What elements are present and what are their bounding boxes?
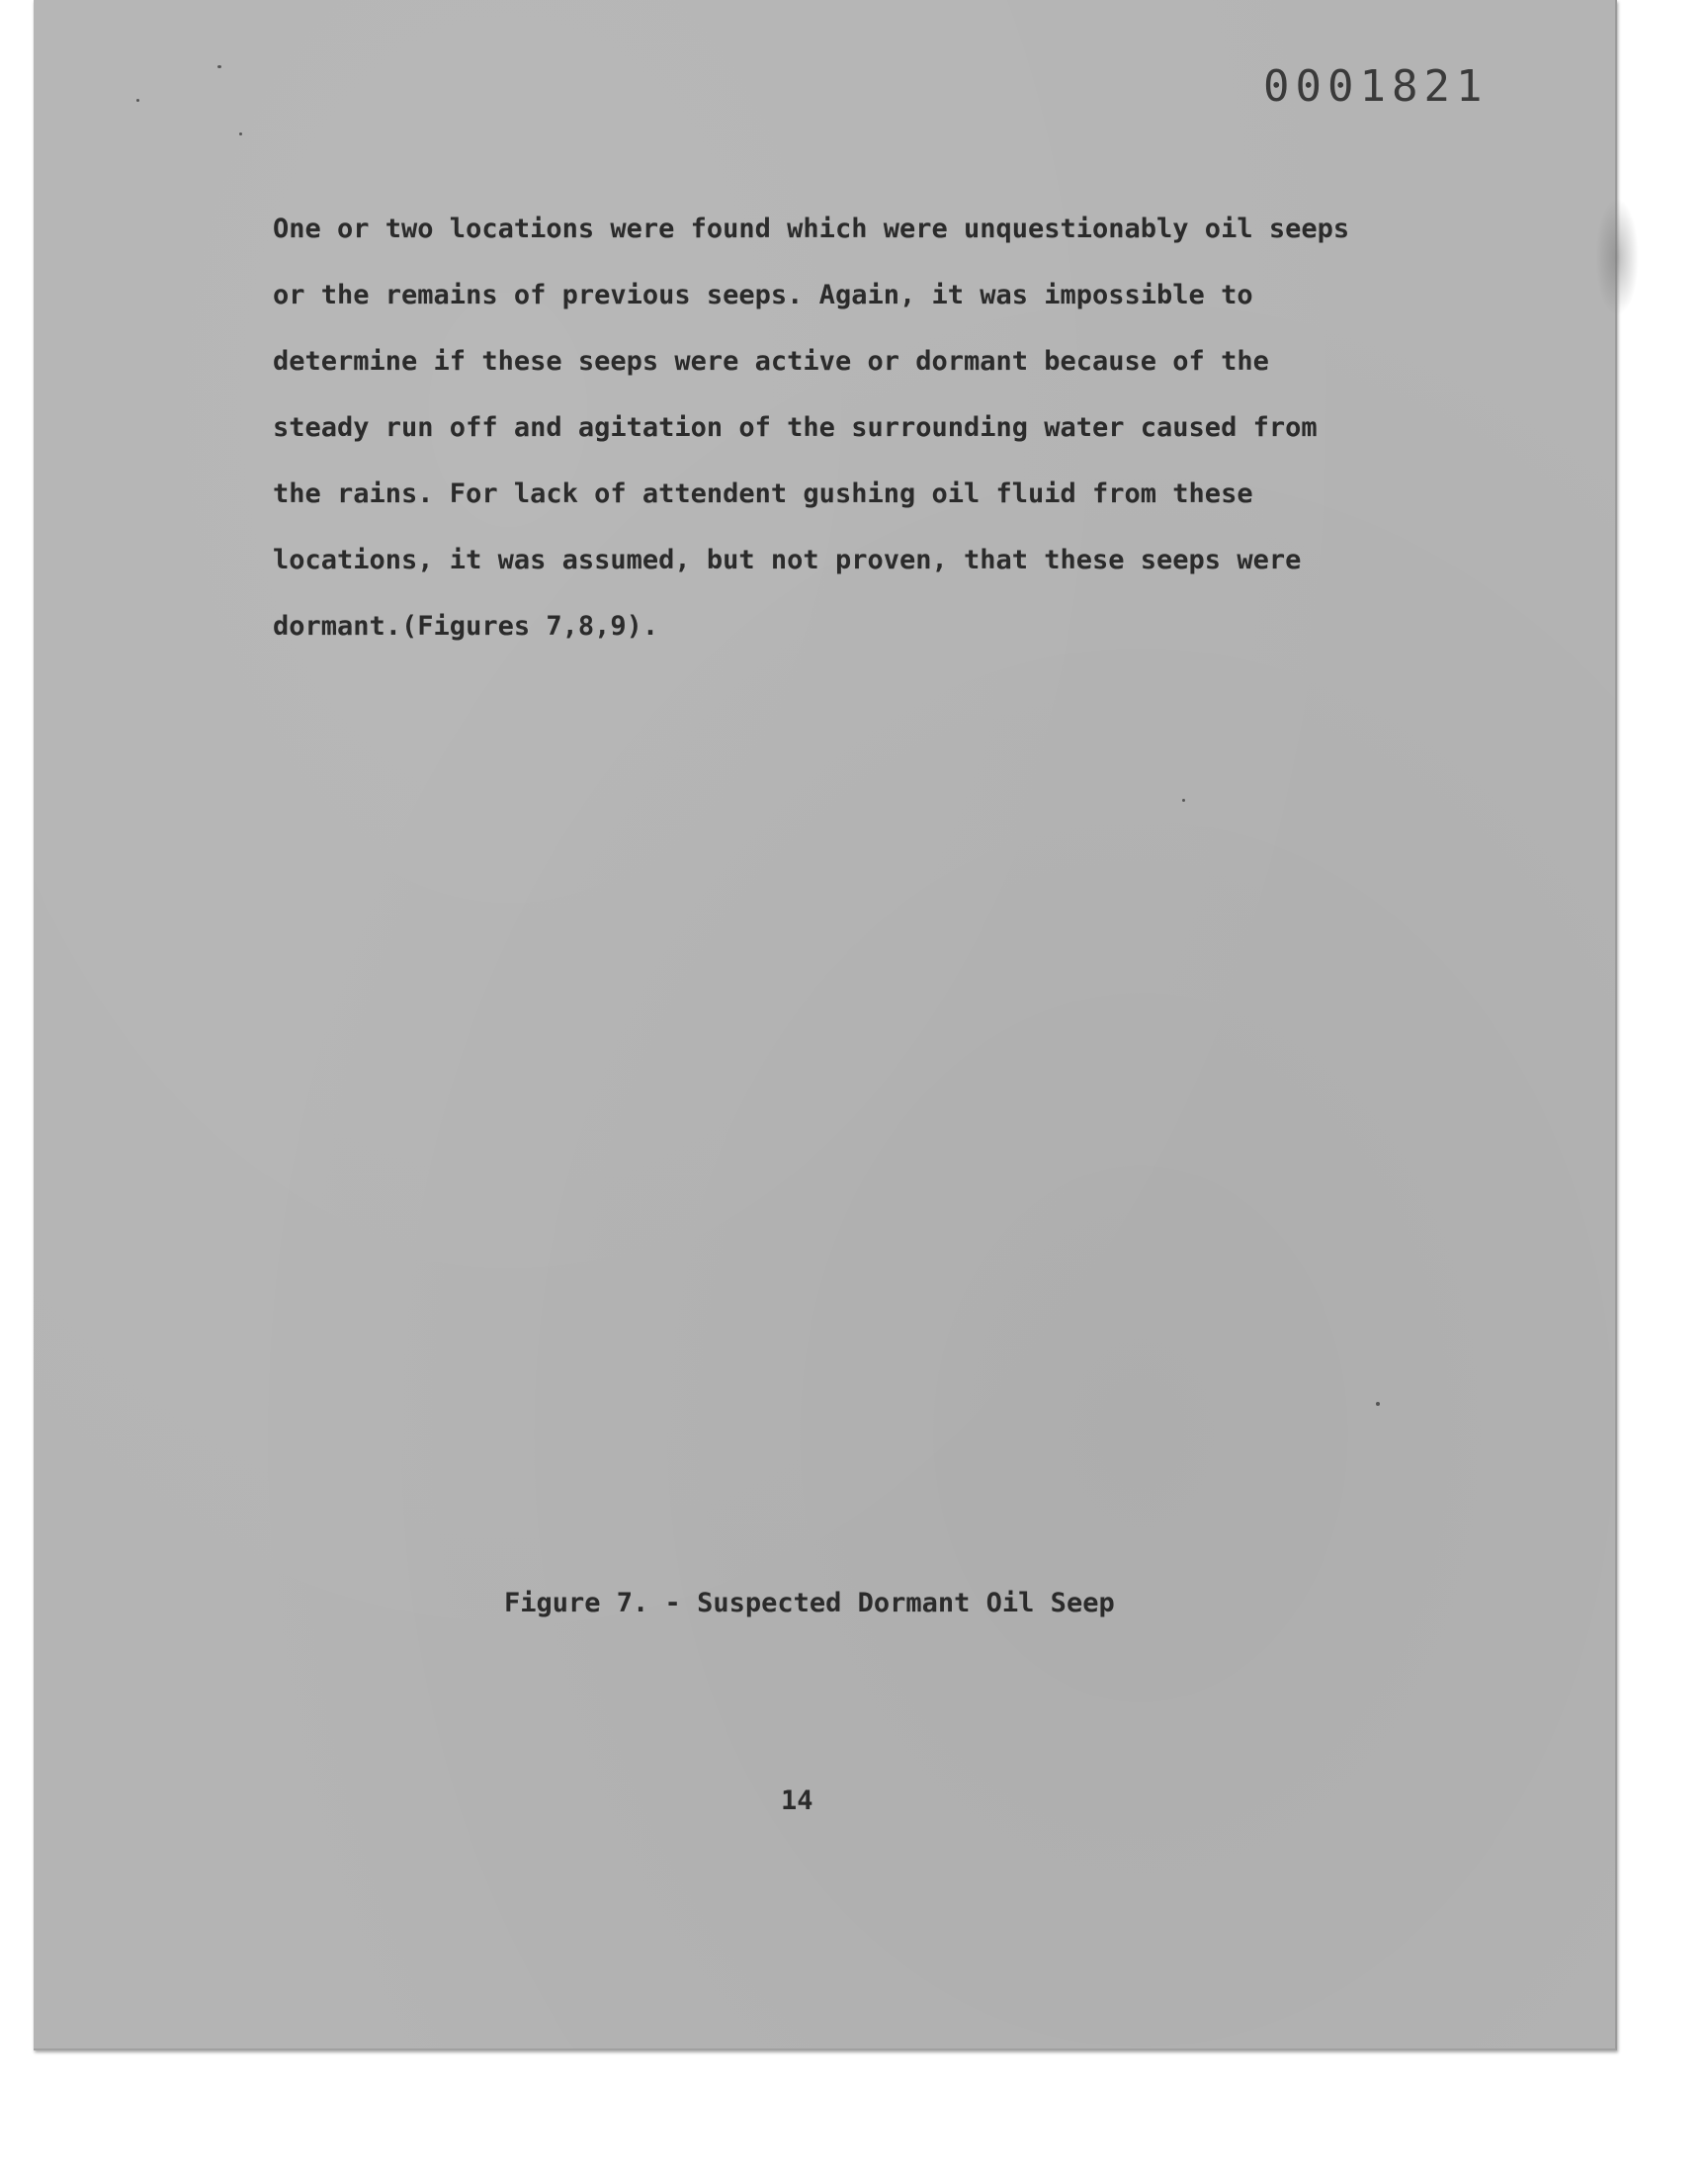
- figure-caption: Figure 7. - Suspected Dormant Oil Seep: [504, 1588, 1115, 1618]
- body-line: dormant.(Figures 7,8,9).: [273, 611, 659, 642]
- body-line: steady run off and agitation of the surrounding water caused from: [273, 412, 1318, 443]
- document-page: [34, 0, 1617, 2050]
- scan-smudge: [1595, 198, 1639, 316]
- body-line: One or two locations were found which were unquestionably oil seeps: [273, 214, 1350, 244]
- body-paragraph: [273, 206, 1409, 669]
- body-line: determine if these seeps were active or dormant because of the: [273, 346, 1269, 377]
- body-line: locations, it was assumed, but not proven, that these seeps were: [273, 545, 1302, 575]
- document-control-number: 0001821: [1263, 61, 1489, 112]
- page-number: 14: [781, 1785, 813, 1816]
- dust-speck: [239, 132, 242, 135]
- body-line: or the remains of previous seeps. Again, it was impossible to: [273, 280, 1253, 310]
- dust-speck: [1376, 1402, 1380, 1406]
- dust-speck: [136, 99, 139, 102]
- dust-speck: [217, 65, 221, 68]
- dust-speck: [1182, 799, 1185, 802]
- body-line: the rains. For lack of attendent gushing oil fluid from these: [273, 478, 1253, 509]
